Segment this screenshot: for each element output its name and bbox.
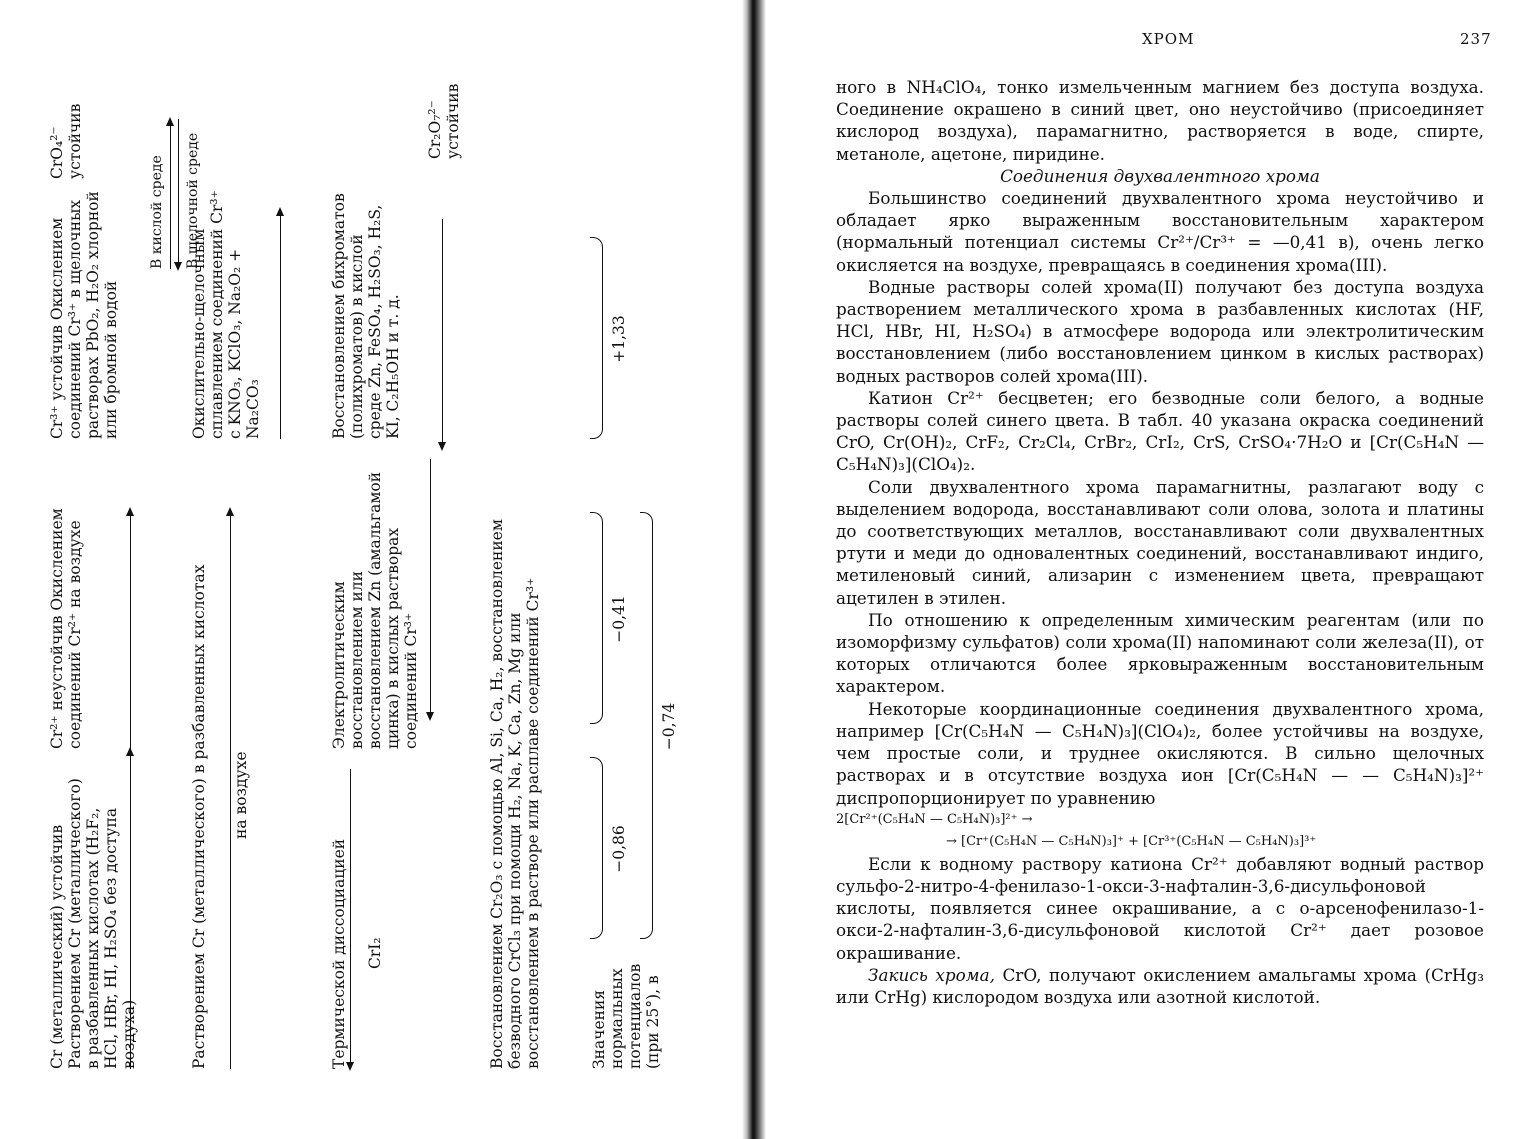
cell-cri2: CrI₂	[366, 937, 384, 969]
cell-dissolution: Растворением Cr (металлического) в разбавленных кислотах	[190, 564, 208, 1069]
arrow-row3-c	[442, 219, 443, 449]
value-133: +1,33	[610, 315, 628, 363]
cell-potentials-label: Значения нормальных потенциалов (при 25°), в	[590, 963, 662, 1069]
equation-line-1: 2[Cr²⁺(C₅H₄N — C₅H₄N)₃]²⁺ →	[836, 811, 1033, 827]
label-alkaline: В щелочной среде	[185, 132, 201, 269]
cell-thermal: Термической диссоциацией	[330, 838, 348, 1069]
arrow-row2-a	[230, 509, 231, 1069]
cell-cr2: Cr²⁺ неустойчив Окислением соединений Cr²⁺ на воздухе	[48, 508, 84, 749]
arrow-left	[178, 119, 179, 269]
brace-1	[590, 757, 603, 939]
page-number: 237	[1460, 30, 1492, 48]
cell-cr3: Cr³⁺ устойчив Окислением соединений Cr³⁺ в щелочных растворах PbO₂, H₂O₂ хлорной или бромной водой	[48, 191, 120, 439]
paragraph: Соли двухвалентного хрома парамагнитны, разлагают воду с выделением водорода, восстанавливают соли олова, золота и платины до соответствующих металлов, восстанавливают соли двухвалентных ртути и меди до одновалентных соединений, восстанавливают индиго, метиленовый синий, ализарин с изменением цвета, превращают ацетилен в этилен.	[836, 476, 1484, 608]
cell-cr-metal: Cr (металлический) устойчив Растворением Cr (металлического) в разбавленных кислотах (H₂F₂, HCl, HBr, HI, H₂SO₄ без доступа воздуха)	[48, 778, 138, 1069]
body-text	[836, 76, 1484, 1008]
brace-4	[640, 512, 653, 939]
cell-reduction-dichromate: Восстановлением бихроматов (полихроматов) в кислой среде Zn, FeSO₄, H₂SO₃, H₂S, KI, C₂H₅OH и т. д.	[330, 193, 402, 439]
cell-on-air: на воздухе	[232, 751, 250, 839]
value-041: −0,41	[610, 595, 628, 643]
cell-electrolytic: Электролитическим восстановлением или восстановлением Zn (амальгамой цинка) в кислых растворах соединений Cr³⁺	[330, 471, 420, 749]
rotated-table	[0, 0, 746, 1139]
cell-reduction-cr2o3: Восстановлением Cr₂O₃ с помощью Al, Si, Ca, H₂, восстановлением безводного CrCl₃ при помощи H₂, Na, K, Ca, Zn, Mg или восстановлением в растворе или расплаве соединений Cr³⁺	[488, 519, 542, 1069]
cell-cro4: CrO₄²⁻ устойчив	[48, 103, 84, 179]
brace-3	[590, 237, 603, 439]
right-page	[770, 0, 1514, 1139]
paragraph-last	[836, 964, 1484, 1008]
arrow-row1-a	[130, 749, 131, 1069]
term-italic: Закись хрома,	[868, 964, 995, 985]
book-spine	[742, 0, 766, 1139]
section-title: Соединения двухвалентного хрома	[1000, 165, 1320, 186]
cell-oxidative-fusion: Окислительно-щелочным сплавлением соединений Cr³⁺ с KNO₃, KClO₃, Na₂O₂ + Na₂CO₃	[190, 190, 262, 439]
arrow-right	[170, 119, 171, 269]
value-074: −0,74	[660, 702, 678, 751]
cell-cr2o7: Cr₂O₇²⁻ устойчив	[426, 83, 462, 159]
paragraph: По отношению к определенным химическим реагентам (или по изоморфизму сульфатов) соли хрома(II) напоминают соли железа(II), от которых отличаются более ярковыраженным восстановительным характером.	[836, 609, 1484, 697]
arrow-row3-a	[350, 769, 351, 1069]
paragraph: Некоторые координационные соединения двухвалентного хрома, например [Cr(C₅H₄N — C₅H₄N)₃](ClO₄)₂, более устойчивы на воздухе, чем простые соли, и труднее окисляются. В сильно щелочных растворах и в отсутствие воздуха ион [Cr(C₅H₄N — — C₅H₄N)₃]²⁺ диспропорционирует по уравнению	[836, 698, 1484, 808]
arrow-row3-b	[430, 459, 431, 719]
paragraph: ного в NH₄ClO₄, тонко измельченным магнием без доступа воздуха. Соединение окрашено в синий цвет, оно неустойчиво (присоединяет кислород воздуха), парамагнитно, растворяется в воде, спирте, метаноле, ацетоне, пиридине.	[836, 77, 1484, 164]
paragraph: Катион Cr²⁺ бесцветен; его безводные соли белого, а водные растворы солей синего цвета. В табл. 40 указана окраска соединений CrO, Cr(OH)₂, CrF₂, Cr₂Cl₄, CrBr₂, CrI₂, CrS, CrSO₄·7H₂O и [Cr(C₅H₄N — C₅H₄N)₃](ClO₄)₂.	[836, 387, 1484, 475]
arrow-row2-b	[280, 209, 281, 439]
brace-2	[590, 512, 603, 724]
paragraph-rest: CrO, получают окислением амальгамы хрома (CrHg₃ или CrHg) кислородом воздуха или азотной кислотой.	[836, 964, 1484, 1007]
label-acid: В кислой среде	[149, 155, 165, 269]
paragraph: Водные растворы солей хрома(II) получают без доступа воздуха растворением металлического хрома в разбавленных кислотах (HF, HCl, HBr, HI, H₂SO₄) в атмосфере водорода или электролитическим восстановлением (либо восстановлением цинком в кислых растворах) водных растворов солей хрома(III).	[836, 276, 1484, 386]
equation-line-2: → [Cr⁺(C₅H₄N — C₅H₄N)₃]⁺ + [Cr³⁺(C₅H₄N — C₅H₄N)₃]³⁺	[946, 833, 1317, 849]
value-086: −0,86	[610, 825, 628, 873]
left-page	[0, 0, 746, 1139]
paragraph: Если к водному раствору катиона Cr²⁺ добавляют водный раствор сульфо-2-нитро-4-фенилазо-1-окси-3-нафталин-3,6-дисульфоновой кислоты, появляется синее окрашивание, а с o-арсенофенилазо-1-окси-2-нафталин-3,6-дисульфоновой кислотой Cr²⁺ дает розовое окрашивание.	[836, 853, 1484, 963]
arrow-row1-b	[130, 509, 131, 749]
running-header: ХРОМ	[1142, 30, 1195, 48]
paragraph: Большинство соединений двухвалентного хрома неустойчиво и обладает ярко выраженным восстановительным характером (нормальный потенциал системы Cr²⁺/Cr³⁺ = —0,41 в), очень легко окисляется на воздухе, превращаясь в соединения хрома(III).	[836, 188, 1484, 275]
